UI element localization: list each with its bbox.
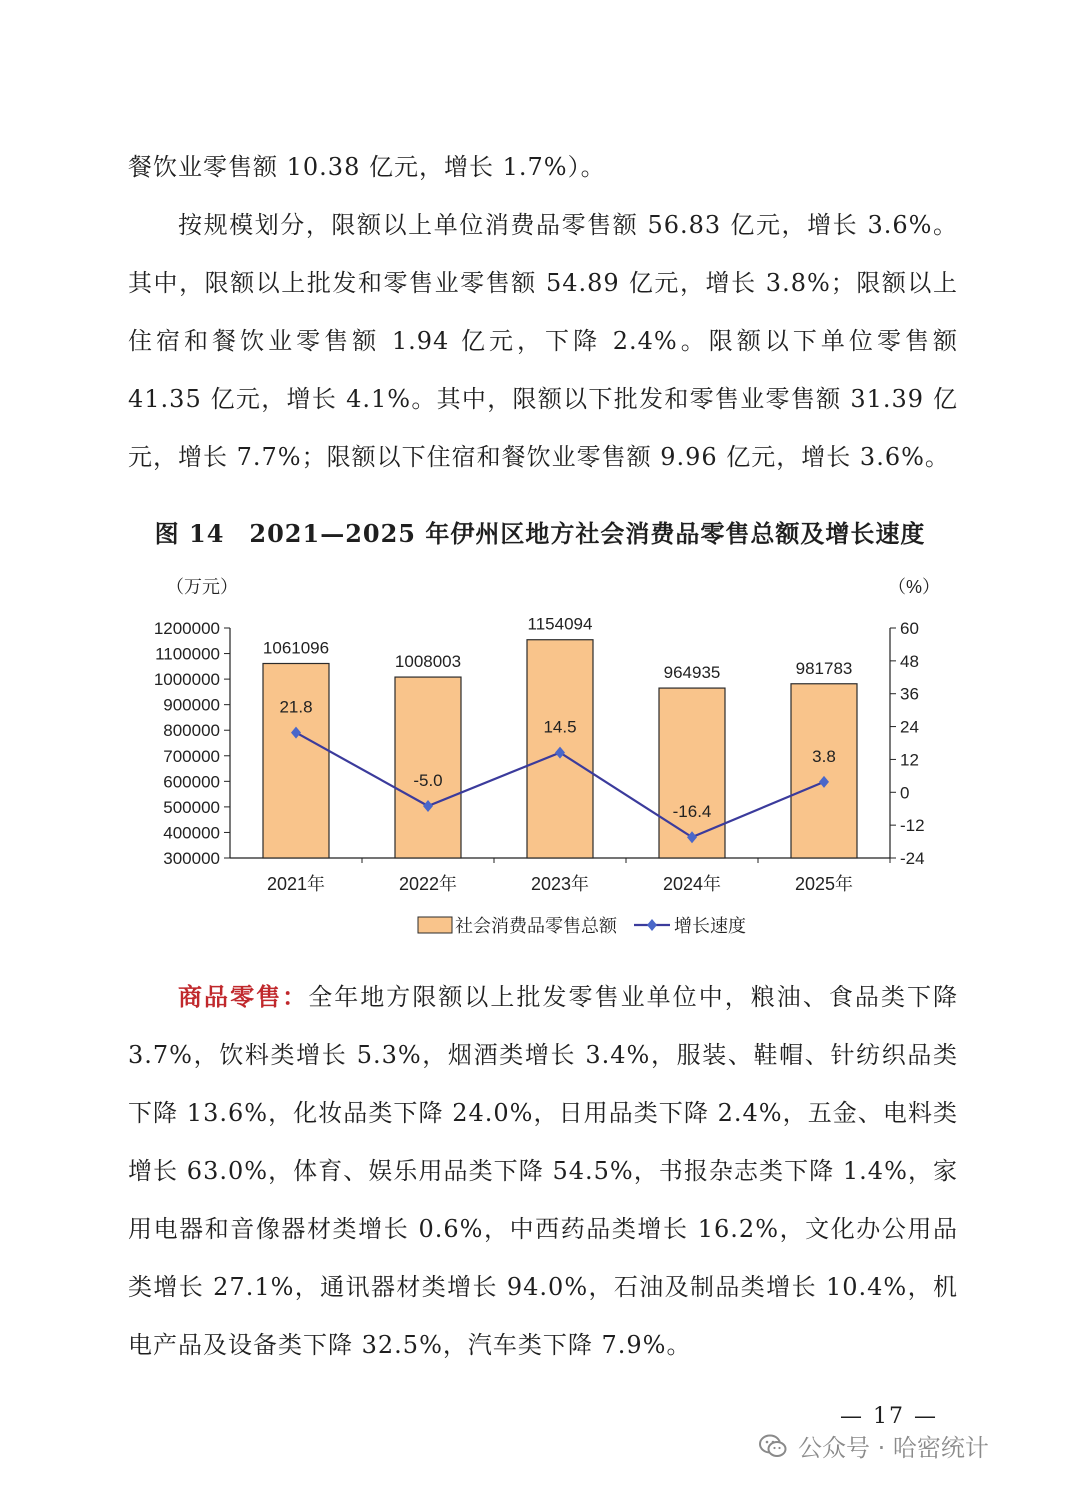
commodity-retail-text: 全年地方限额以上批发零售业单位中，粮油、食品类下降 3.7%，饮料类增长 5.3%，烟酒类增长 3.4%，服装、鞋帽、针纺织品类下降 13.6%，化妆品类下降 24.0%，日用品类下降 2.4%，五金、电料类增长 63.0%，体育、娱乐用品类下降 54.5%，书报杂志类下降 1.4%，家用电器和音像器材类增长 0.6%，中西药品类增长 16.2%，文化办公用品类增长 27.1%，通讯器材类增长 94.0%，石油及制品类增长 10.4%，机电产品及设备类下降 32.5%，汽车类下降 7.9%。 bbox=[128, 983, 959, 1359]
bar-value-label: 1008003 bbox=[394, 652, 462, 672]
wechat-icon bbox=[758, 1431, 788, 1461]
retail-sales-chart bbox=[0, 560, 1080, 960]
x-axis-tick-label: 2024年 bbox=[662, 874, 722, 894]
right-axis-tick-label: 24 bbox=[900, 717, 919, 737]
legend-line-label: 增长速度 bbox=[674, 916, 746, 936]
bar-value-label: 1061096 bbox=[262, 638, 330, 658]
left-axis-tick-label: 500000 bbox=[163, 797, 220, 817]
growth-rate-label: 3.8 bbox=[812, 746, 836, 766]
left-axis-tick-label: 1200000 bbox=[153, 619, 220, 638]
growth-rate-label: -5.0 bbox=[413, 770, 443, 790]
bar-value-label: 964935 bbox=[663, 663, 721, 683]
legend-line-marker bbox=[647, 919, 657, 931]
growth-rate-label: -16.4 bbox=[672, 802, 712, 822]
left-axis-tick-label: 1000000 bbox=[153, 670, 220, 690]
right-axis-tick-label: 60 bbox=[900, 619, 919, 638]
bar-retail-total bbox=[395, 677, 461, 858]
bar-retail-total bbox=[791, 684, 857, 858]
right-axis-tick-label: -24 bbox=[900, 849, 925, 868]
paragraph-by-scale: 按规模划分，限额以上单位消费品零售额 56.83 亿元，增长 3.6%。其中，限额以上批发和零售业零售额 54.89 亿元，增长 3.8%；限额以上住宿和餐饮业零售额 1.94 亿元，下降 2.4%。限额以下单位零售额 41.35 亿元，增长 4.1%。其中，限额以下批发和零售业零售额 31.39 亿元，增长 7.7%；限额以下住宿和餐饮业零售额 9.96 亿元，增长 3.6%。 bbox=[128, 211, 958, 471]
growth-rate-label: 21.8 bbox=[279, 697, 313, 717]
growth-rate-label: 14.5 bbox=[543, 717, 577, 737]
section-lead-label: 商品零售： bbox=[178, 982, 309, 1011]
legend-bar-swatch bbox=[418, 917, 452, 933]
x-axis-tick-label: 2023年 bbox=[530, 874, 590, 894]
right-axis-unit-label: （%） bbox=[888, 577, 941, 597]
left-axis-tick-label: 1100000 bbox=[155, 644, 220, 664]
watermark-text: 公众号 · 哈密统计 bbox=[798, 1434, 989, 1462]
legend-bar-label: 社会消费品零售总额 bbox=[455, 916, 617, 936]
left-axis-tick-label: 900000 bbox=[163, 695, 220, 715]
bar-value-label: 1154094 bbox=[527, 614, 593, 634]
bar-value-label: 981783 bbox=[795, 658, 853, 678]
paragraph-retail-continued: 餐饮业零售额 10.38 亿元，增长 1.7%）。 bbox=[128, 153, 606, 181]
bar-retail-total bbox=[263, 663, 329, 858]
x-axis-tick-label: 2022年 bbox=[398, 874, 458, 894]
right-axis-tick-label: 36 bbox=[900, 684, 919, 704]
right-axis-tick-label: -12 bbox=[900, 816, 925, 836]
left-axis-tick-label: 300000 bbox=[163, 849, 220, 868]
x-axis-tick-label: 2025年 bbox=[794, 874, 854, 894]
left-axis-tick-label: 400000 bbox=[163, 823, 220, 843]
right-axis-tick-label: 48 bbox=[900, 651, 919, 671]
right-axis-tick-label: 0 bbox=[900, 783, 910, 803]
left-axis-unit-label: （万元） bbox=[166, 577, 238, 597]
left-axis-tick-label: 700000 bbox=[163, 746, 220, 766]
x-axis-tick-label: 2021年 bbox=[266, 874, 326, 894]
left-axis-tick-label: 600000 bbox=[163, 772, 220, 792]
watermark bbox=[758, 1428, 989, 1463]
right-axis-tick-label: 12 bbox=[900, 750, 919, 770]
paragraph-commodity-retail bbox=[128, 968, 958, 1374]
figure-title: 图 14 2021—2025 年伊州区地方社会消费品零售总额及增长速度 bbox=[154, 519, 926, 548]
left-axis-tick-label: 800000 bbox=[163, 721, 220, 741]
page-number: — 17 — bbox=[840, 1404, 938, 1429]
